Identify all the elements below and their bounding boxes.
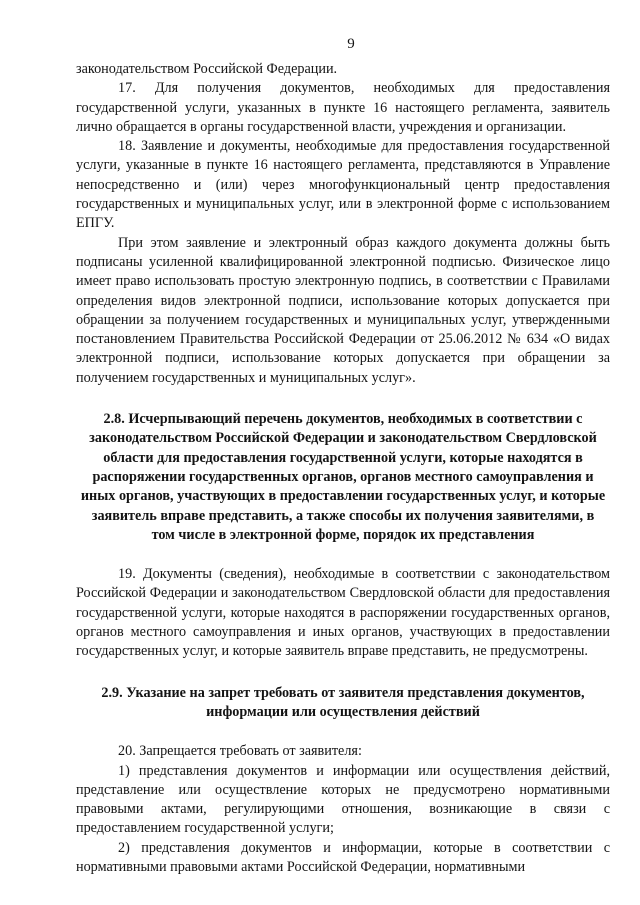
paragraph-20: 20. Запрещается требовать от заявителя: [118, 743, 362, 760]
page-number: 9 [347, 36, 355, 52]
spacer [76, 388, 610, 410]
paragraph-continuation: законодательством Российской Федерации. [76, 61, 338, 77]
paragraph-17: 17. Для получения документов, необходимых для предоставления государственной услуги, указанных в пункте 16 настоящего регламента, заявитель лично обращается в органы государственной власти, учреждения и организации. [76, 80, 610, 135]
section-2-8-heading: 2.8. Исчерпывающий перечень документов, необходимых в соответствии с законодательством Российской Федерации и законодательством Свердловской области для предоставления государственной услуги, которые находятся в распоряжении государственных органов, органов местного самоуправления и иных органов, участвующих в предоставлении государственных услуг, и которые заявитель вправе представить, а также способы их получения заявителями, в том числе в электронной форме, порядок их представления [80, 411, 606, 543]
list-item-2: 2) представления документов и информации, которые в соответствии с нормативными правовыми актами Российской Федерации, нормативными [76, 839, 610, 875]
spacer [76, 722, 610, 742]
paragraph-19: 19. Документы (сведения), необходимые в соответствии с законодательством Российской Федерации и законодательством Свердловской области для предоставления государственной услуги, которые находятся в распоряжении государственных органов, органов местного самоуправления и иных органов, участвующих в предоставлении государственных услуг, и которые заявитель вправе представить, не предусмотрены. [76, 566, 610, 660]
spacer [76, 545, 610, 565]
paragraph-18: 18. Заявление и документы, необходимые для предоставления государственной услуги, указанные в пункте 16 настоящего регламента, представляются в Управление непосредственно и (или) через многофункциональный центр предоставления государственных и муниципальных услуг, или в электронной форме с использованием ЕПГУ. [76, 138, 610, 232]
list-item-1: 1) представления документов и информации или осуществления действий, представление или осуществление которых не предусмотрено нормативными правовыми актами, регулирующими отношения, возникающие в связи с предоставлением государственной услуги; [76, 762, 610, 837]
spacer [76, 662, 610, 684]
section-2-9-heading: 2.9. Указание на запрет требовать от заявителя представления документов, информации или осуществления действий [101, 684, 585, 720]
document-page [76, 34, 610, 877]
paragraph-signature: При этом заявление и электронный образ каждого документа должны быть подписаны усиленной квалифицированной электронной подписью. Физическое лицо имеет право использовать простую электронную подпись, в соответствии с Правилами определения видов электронной подписи, использование которых допускается при обращении за получением государственных и муниципальных услуг, утвержденными постановлением Правительства Российской Федерации от 25.06.2012 № 634 «О видах электронной подписи, использование которых допускается при обращении за получением государственных и муниципальных услуг». [76, 234, 610, 386]
